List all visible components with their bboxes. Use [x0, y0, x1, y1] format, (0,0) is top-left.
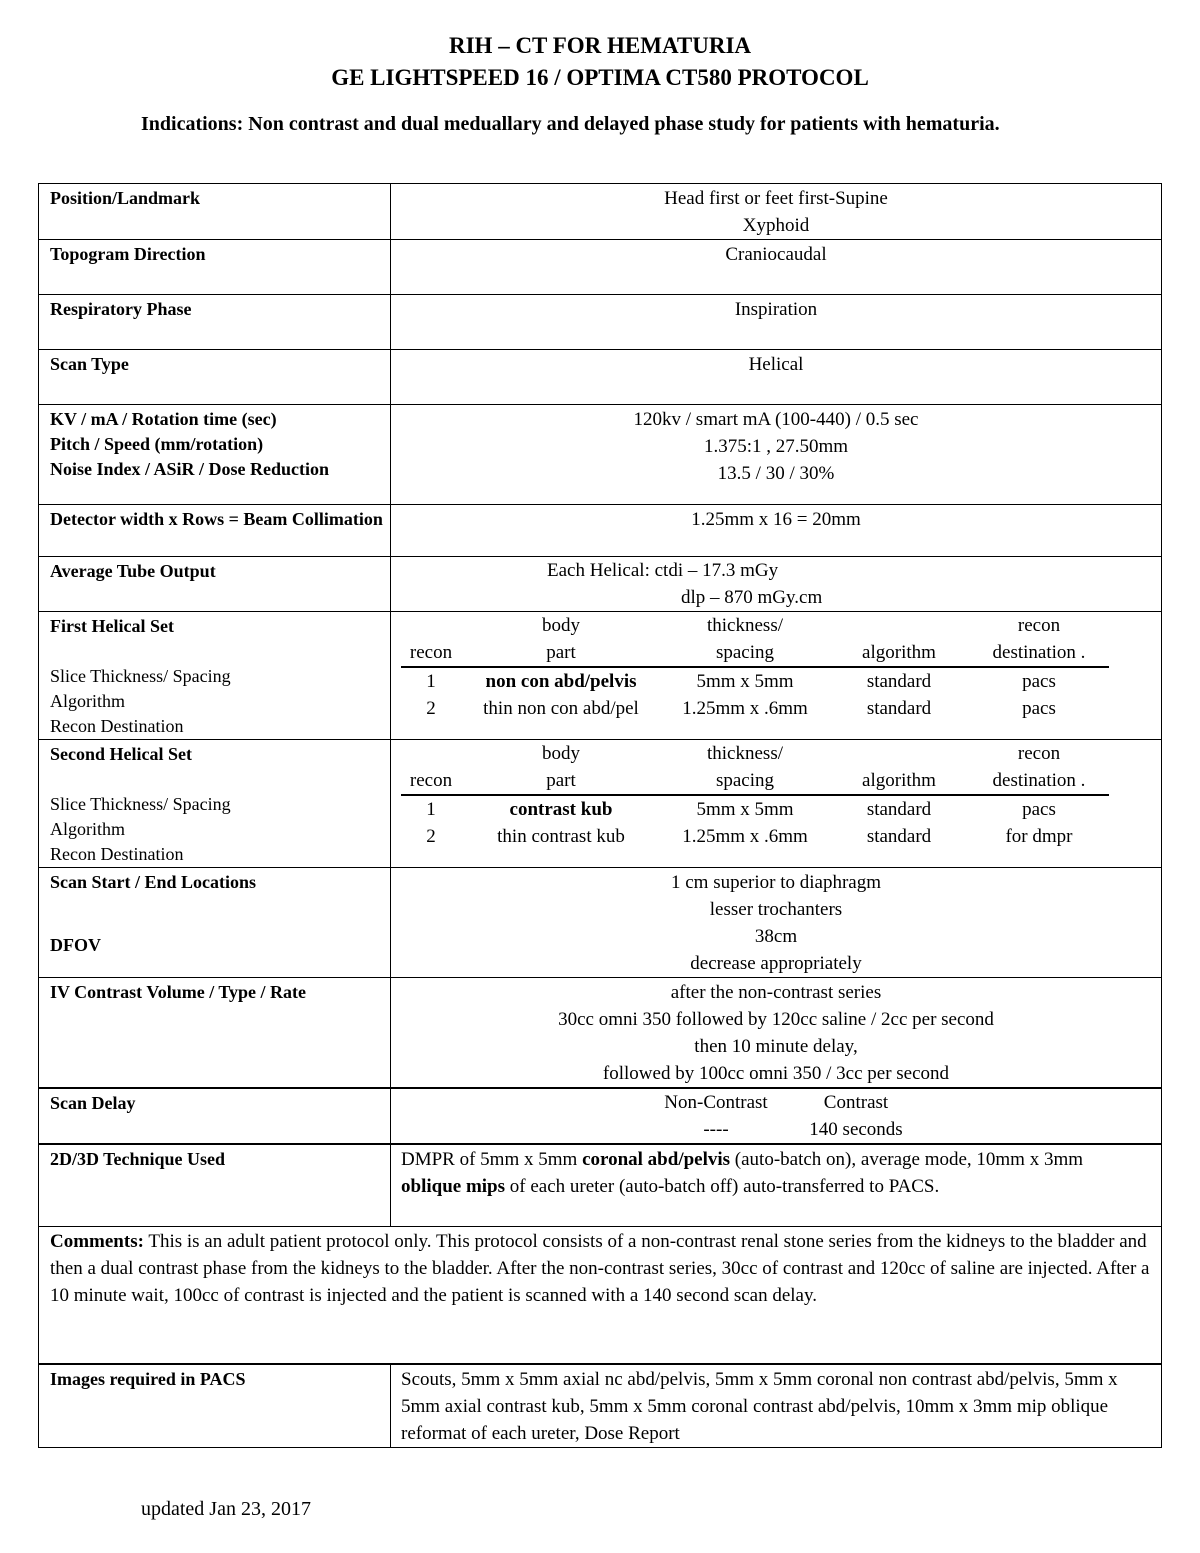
row-images — [39, 1364, 1162, 1448]
page-title: RIH – CT FOR HEMATURIA — [449, 33, 751, 58]
value-position-2: Xyphoid — [742, 215, 810, 236]
label-images: Images required in PACS — [39, 1364, 391, 1448]
label-first-helical-title: First Helical Set — [50, 616, 174, 636]
recon-part: thin non con abd/pel — [483, 698, 639, 719]
label-first-helical-sub3: Recon Destination — [50, 716, 184, 736]
label-scan-delay: Scan Delay — [39, 1088, 391, 1144]
label-scan-start-title: Scan Start / End Locations — [50, 872, 257, 892]
hdr-bottom: part — [461, 639, 661, 668]
recon-spacing: 1.25mm x .6mm — [682, 826, 808, 847]
row-respiratory — [39, 295, 1162, 350]
hdr-bottom: algorithm — [829, 639, 969, 668]
hdr-bottom: spacing — [661, 639, 829, 668]
hdr-bottom: part — [461, 767, 661, 796]
hdr-top — [401, 740, 461, 767]
value-iv-3: then 10 minute delay, — [694, 1036, 858, 1057]
updated-date: updated Jan 23, 2017 — [141, 1498, 311, 1520]
hdr-bottom: recon — [401, 639, 461, 668]
value-scan-start — [391, 868, 1162, 978]
hdr-top: thickness/ — [707, 743, 783, 764]
row-position — [39, 184, 1162, 240]
comments-text: This is an adult patient protocol only. This protocol consists of a non-contrast renal stone series from the kidneys to the bladder and then a dual contrast phase from the kidneys to the bladder. After the non-contrast series, 30cc of contrast and 120cc of saline are injected. After a 10 minute wait, 100cc of contrast is injected and the patient is scanned with a 140 second scan delay. — [50, 1230, 1150, 1306]
value-kv-1: 120kv / smart mA (100-440) / 0.5 sec — [633, 409, 919, 430]
label-second-helical — [39, 740, 391, 868]
label-respiratory: Respiratory Phase — [39, 295, 391, 350]
label-second-helical-title: Second Helical Set — [50, 744, 192, 764]
value-scan-start-2: lesser trochanters — [709, 899, 843, 920]
recon-dest: pacs — [1022, 698, 1056, 719]
value-kv — [391, 405, 1162, 505]
value-first-helical — [391, 612, 1162, 740]
label-position: Position/Landmark — [39, 184, 391, 240]
label-first-helical-sub1: Slice Thickness/ Spacing — [50, 666, 231, 686]
value-scan-start-1: 1 cm superior to diaphragm — [670, 872, 881, 893]
indications: Indications: Non contrast and dual meduallary and delayed phase study for patients with hematuria. — [141, 113, 1000, 135]
value-scan-type: Helical — [391, 350, 1162, 405]
first-helical-grid — [401, 612, 1161, 722]
value-images: Scouts, 5mm x 5mm axial nc abd/pelvis, 5mm x 5mm coronal non contrast abd/pelvis, 5mm x 5mm axial contrast kub, 5mm x 5mm coronal contrast abd/pelvis, 10mm x 3mm mip oblique reformat of each ureter, Dose Report — [391, 1364, 1162, 1448]
recon-num: 2 — [426, 698, 436, 719]
row-second-helical — [39, 740, 1162, 868]
value-kv-2: 1.375:1 , 27.50mm — [703, 436, 849, 457]
label-scan-start — [39, 868, 391, 978]
label-topogram: Topogram Direction — [39, 240, 391, 295]
value-second-helical — [391, 740, 1162, 868]
technique-bold-1: coronal abd/pelvis — [582, 1149, 731, 1170]
delay-value-noncontrast: ---- — [703, 1119, 729, 1140]
label-detector: Detector width x Rows = Beam Collimation — [39, 505, 391, 557]
protocol-table — [38, 183, 1162, 1448]
value-position-1: Head first or feet first-Supine — [664, 188, 888, 209]
value-scan-start-3: 38cm — [754, 926, 798, 947]
hdr-top — [401, 612, 461, 639]
row-iv-contrast — [39, 978, 1162, 1089]
hdr-top: thickness/ — [707, 615, 783, 636]
row-technique — [39, 1144, 1162, 1226]
row-detector — [39, 505, 1162, 557]
hdr-bottom: destination . — [969, 639, 1109, 668]
value-respiratory: Inspiration — [391, 295, 1162, 350]
recon-num: 1 — [426, 671, 436, 692]
label-tube-output: Average Tube Output — [39, 557, 391, 612]
recon-algorithm: standard — [866, 799, 932, 820]
value-position — [391, 184, 1162, 240]
value-iv-1: after the non-contrast series — [670, 982, 882, 1003]
recon-dest: pacs — [1022, 671, 1056, 692]
label-dfov: DFOV — [50, 935, 101, 955]
recon-part: thin contrast kub — [497, 826, 625, 847]
hdr-top — [829, 740, 969, 767]
hdr-top: body — [542, 743, 580, 764]
label-kv-1: KV / mA / Rotation time (sec) — [50, 409, 277, 429]
recon-num: 1 — [426, 799, 436, 820]
label-kv-3: Noise Index / ASiR / Dose Reduction — [50, 459, 330, 479]
technique-bold-2: oblique mips — [401, 1176, 506, 1197]
recon-spacing: 1.25mm x .6mm — [682, 698, 808, 719]
technique-text-2: (auto-batch on), average mode, 10mm x 3mm — [730, 1149, 1084, 1170]
second-helical-grid — [401, 740, 1161, 850]
hdr-bottom: destination . — [969, 767, 1109, 796]
row-comments — [39, 1226, 1162, 1364]
row-kv — [39, 405, 1162, 505]
hdr-top — [829, 612, 969, 639]
label-technique: 2D/3D Technique Used — [39, 1144, 391, 1226]
recon-dest: for dmpr — [1005, 826, 1073, 847]
comments-label: Comments: — [50, 1230, 144, 1252]
value-tube-dlp: dlp – 870 mGy.cm — [681, 587, 823, 608]
hdr-bottom: algorithm — [829, 767, 969, 796]
hdr-top: recon — [1017, 743, 1061, 764]
label-kv-2: Pitch / Speed (mm/rotation) — [50, 434, 264, 454]
label-kv — [39, 405, 391, 505]
row-first-helical — [39, 612, 1162, 740]
hdr-top: body — [542, 615, 580, 636]
label-scan-type: Scan Type — [39, 350, 391, 405]
value-tube-ctdi: Each Helical: ctdi – 17.3 mGy — [547, 560, 779, 581]
delay-value-contrast: 140 seconds — [809, 1119, 903, 1140]
recon-part: non con abd/pelvis — [485, 671, 637, 692]
value-iv-4: followed by 100cc omni 350 / 3cc per second — [602, 1063, 950, 1084]
value-technique — [391, 1144, 1162, 1226]
page-subtitle: GE LIGHTSPEED 16 / OPTIMA CT580 PROTOCOL — [331, 65, 869, 90]
value-topogram: Craniocaudal — [391, 240, 1162, 295]
value-scan-delay — [391, 1088, 1162, 1144]
recon-num: 2 — [426, 826, 436, 847]
recon-algorithm: standard — [866, 671, 932, 692]
recon-dest: pacs — [1022, 799, 1056, 820]
value-iv-2: 30cc omni 350 followed by 120cc saline / 2cc per second — [558, 1009, 994, 1030]
value-scan-start-4: decrease appropriately — [690, 953, 862, 974]
comments — [39, 1226, 1162, 1364]
value-detector: 1.25mm x 16 = 20mm — [391, 505, 1162, 557]
hdr-bottom: spacing — [661, 767, 829, 796]
row-scan-type — [39, 350, 1162, 405]
row-tube-output — [39, 557, 1162, 612]
delay-header-contrast: Contrast — [823, 1092, 889, 1113]
label-first-helical-sub2: Algorithm — [50, 691, 125, 711]
delay-header-noncontrast: Non-Contrast — [664, 1092, 768, 1113]
recon-algorithm: standard — [866, 698, 932, 719]
recon-spacing: 5mm x 5mm — [696, 799, 794, 820]
value-iv-contrast — [391, 978, 1162, 1089]
technique-text-3: of each ureter (auto-batch off) auto-transferred to PACS. — [505, 1176, 940, 1197]
label-second-helical-sub1: Slice Thickness/ Spacing — [50, 794, 231, 814]
label-second-helical-sub2: Algorithm — [50, 819, 125, 839]
hdr-bottom: recon — [401, 767, 461, 796]
recon-spacing: 5mm x 5mm — [696, 671, 794, 692]
recon-algorithm: standard — [866, 826, 932, 847]
row-scan-delay — [39, 1088, 1162, 1144]
row-scan-start — [39, 868, 1162, 978]
recon-part: contrast kub — [509, 799, 613, 820]
hdr-top: recon — [1017, 615, 1061, 636]
value-tube-output — [391, 557, 1162, 612]
label-iv-contrast: IV Contrast Volume / Type / Rate — [39, 978, 391, 1089]
technique-text-1: DMPR of 5mm x 5mm — [401, 1149, 583, 1170]
row-topogram — [39, 240, 1162, 295]
label-second-helical-sub3: Recon Destination — [50, 844, 184, 864]
label-first-helical — [39, 612, 391, 740]
value-kv-3: 13.5 / 30 / 30% — [717, 463, 835, 484]
